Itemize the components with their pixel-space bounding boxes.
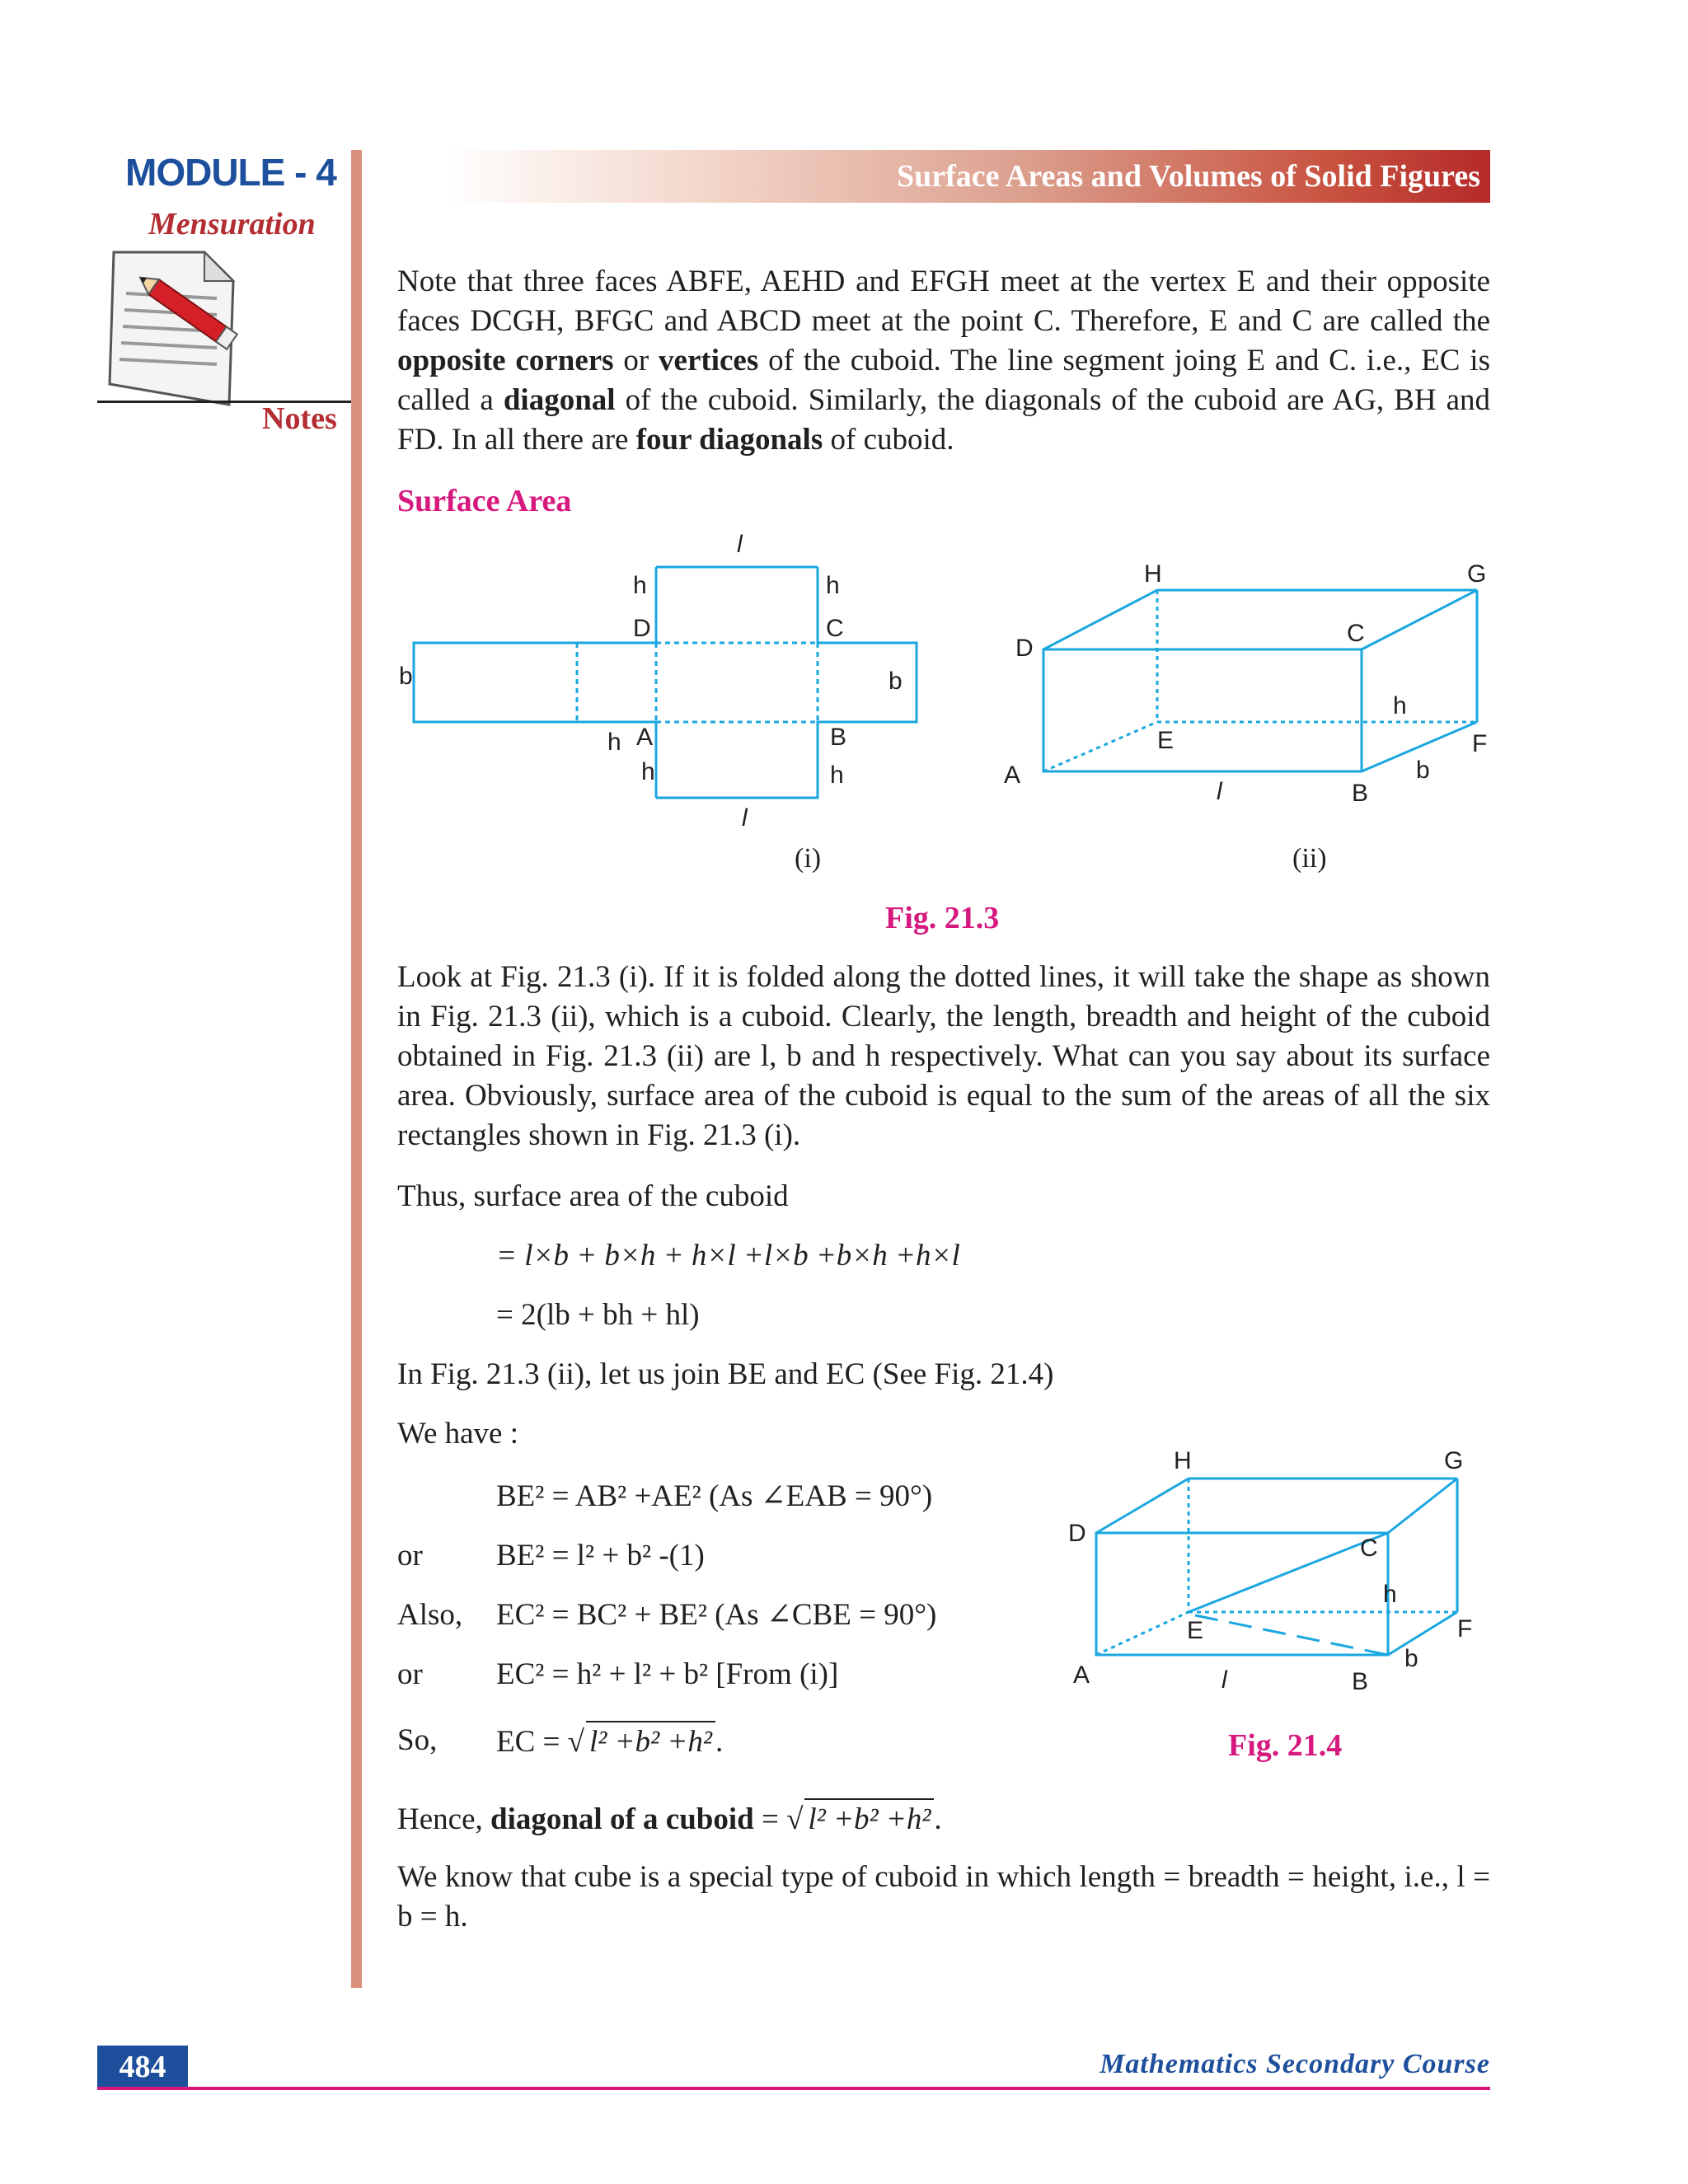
net-label-h: h [826,572,840,599]
net-label-h: h [641,758,655,785]
figure-21-4-caption: Fig. 21.4 [1228,1728,1343,1763]
cuboid-label-G: G [1444,1447,1464,1474]
net-label-B: B [830,724,847,751]
equation-ec-final: EC = √ l² +b² +h² . [496,1721,723,1762]
cuboid-label-h: h [1383,1581,1397,1608]
equation-ec: EC² = BC² + BE² (As ∠CBE = 90°) [496,1598,937,1632]
equation-label: or [397,1539,423,1572]
notes-pencil-icon [97,244,262,409]
net-label-b: b [399,663,413,690]
page-number: 484 [97,2046,188,2088]
cuboid-label-b: b [1404,1645,1418,1672]
cuboid-label-l: l [1221,1666,1227,1694]
figure-21-3-caption: Fig. 21.3 [885,901,1000,935]
paragraph-folding: Look at Fig. 21.3 (i). If it is folded along the dotted lines, it will take the shape as shown in Fig. 21.3 (ii), which is a cuboid. Clearly, the length, breadth and height of the cuboid obtained in Fig. 21.3 (ii) are l, b and h respectively. What can you say about its surface area. Obviously, surface area of the cuboid is equal to the sum of the areas of all the six rectangles shown in Fig. 21.3 (i). [397,960,1490,1152]
equation-ec-2: EC² = h² + l² + b² [From (i)] [496,1657,839,1691]
surface-area-heading: Surface Area [397,484,572,518]
notes-label: Notes [262,401,337,436]
equation-total: = 2(lb + bh + hl) [496,1298,700,1332]
equation-be: BE² = AB² +AE² (As ∠EAB = 90°) [496,1479,933,1513]
net-label-h: h [830,762,844,789]
cuboid-label-h: h [1393,692,1407,719]
figure-21-3-net [397,527,925,874]
sub-caption-ii: (ii) [1292,843,1327,874]
net-label-b: b [889,668,903,695]
cuboid-label-A: A [1073,1661,1090,1689]
cuboid-label-H: H [1174,1447,1192,1474]
equation-be-2: BE² = l² + b² -(1) [496,1539,705,1572]
net-label-A: A [636,724,654,751]
footer-course-title: Mathematics Secondary Course [1100,2049,1490,2079]
footer-rule [97,2087,1490,2090]
cuboid-label-A: A [1004,762,1021,789]
cuboid-label-D: D [1068,1520,1086,1547]
module-title: MODULE - 4 [125,151,336,194]
cuboid-label-D: D [1015,635,1034,662]
chapter-header [445,150,1490,203]
cuboid-label-G: G [1467,560,1487,588]
net-label-D: D [633,615,651,642]
cuboid-label-E: E [1187,1617,1204,1644]
cuboid-label-E: E [1157,727,1175,754]
cuboid-label-F: F [1472,730,1488,757]
equation-sum: = l×b + b×h + h×l +l×b +b×h +h×l [496,1239,960,1272]
sub-caption-i: (i) [795,843,822,874]
net-label-h: h [633,572,647,599]
equation-label: or [397,1657,423,1691]
cuboid-label-B: B [1352,1668,1369,1695]
equation-label: So, [397,1723,438,1757]
margin-rule [351,150,362,1988]
cuboid-label-l: l [1217,778,1222,805]
cuboid-label-C: C [1347,620,1365,647]
paragraph-thus: Thus, surface area of the cuboid [397,1179,789,1213]
net-label-h: h [607,729,621,756]
cuboid-label-F: F [1457,1615,1473,1643]
module-subtitle: Mensuration [148,207,316,241]
paragraph-hence: Hence, diagonal of a cuboid = √ l² +b² +h² . [397,1798,942,1840]
paragraph-we-have: We have : [397,1417,519,1451]
figure-21-3-cuboid [989,544,1517,874]
paragraph-diagonals: Note that three faces ABFE, AEHD and EFGH meet at the vertex E and their opposite faces DCGH, BFGC and ABCD meet at the point C. Therefore, E and C are called the opposite corners or vertices of the cuboid. The line segment joing E and C. i.e., EC is called a diagonal of the cuboid. Similarly, the diagonals of the cuboid are AG, BH and FD. In all there are four diagonals of cuboid. [397,265,1491,457]
equation-label: Also, [397,1598,463,1632]
paragraph-join: In Fig. 21.3 (ii), let us join BE and EC (See Fig. 21.4) [397,1357,1054,1391]
net-label-l-bottom: l [742,804,748,832]
net-label-l-top: l [737,531,743,558]
cuboid-label-C: C [1360,1535,1378,1562]
net-label-C: C [826,615,844,642]
cuboid-label-b: b [1416,757,1430,784]
chapter-title: Surface Areas and Volumes of Solid Figures [896,159,1480,194]
figure-21-4-cuboid [1063,1426,1492,1706]
paragraph-cube: We know that cube is a special type of cuboid in which length = breadth = height, i.e., l = b = h. [397,1860,1490,1933]
cuboid-label-B: B [1352,780,1369,807]
cuboid-label-H: H [1144,560,1162,588]
